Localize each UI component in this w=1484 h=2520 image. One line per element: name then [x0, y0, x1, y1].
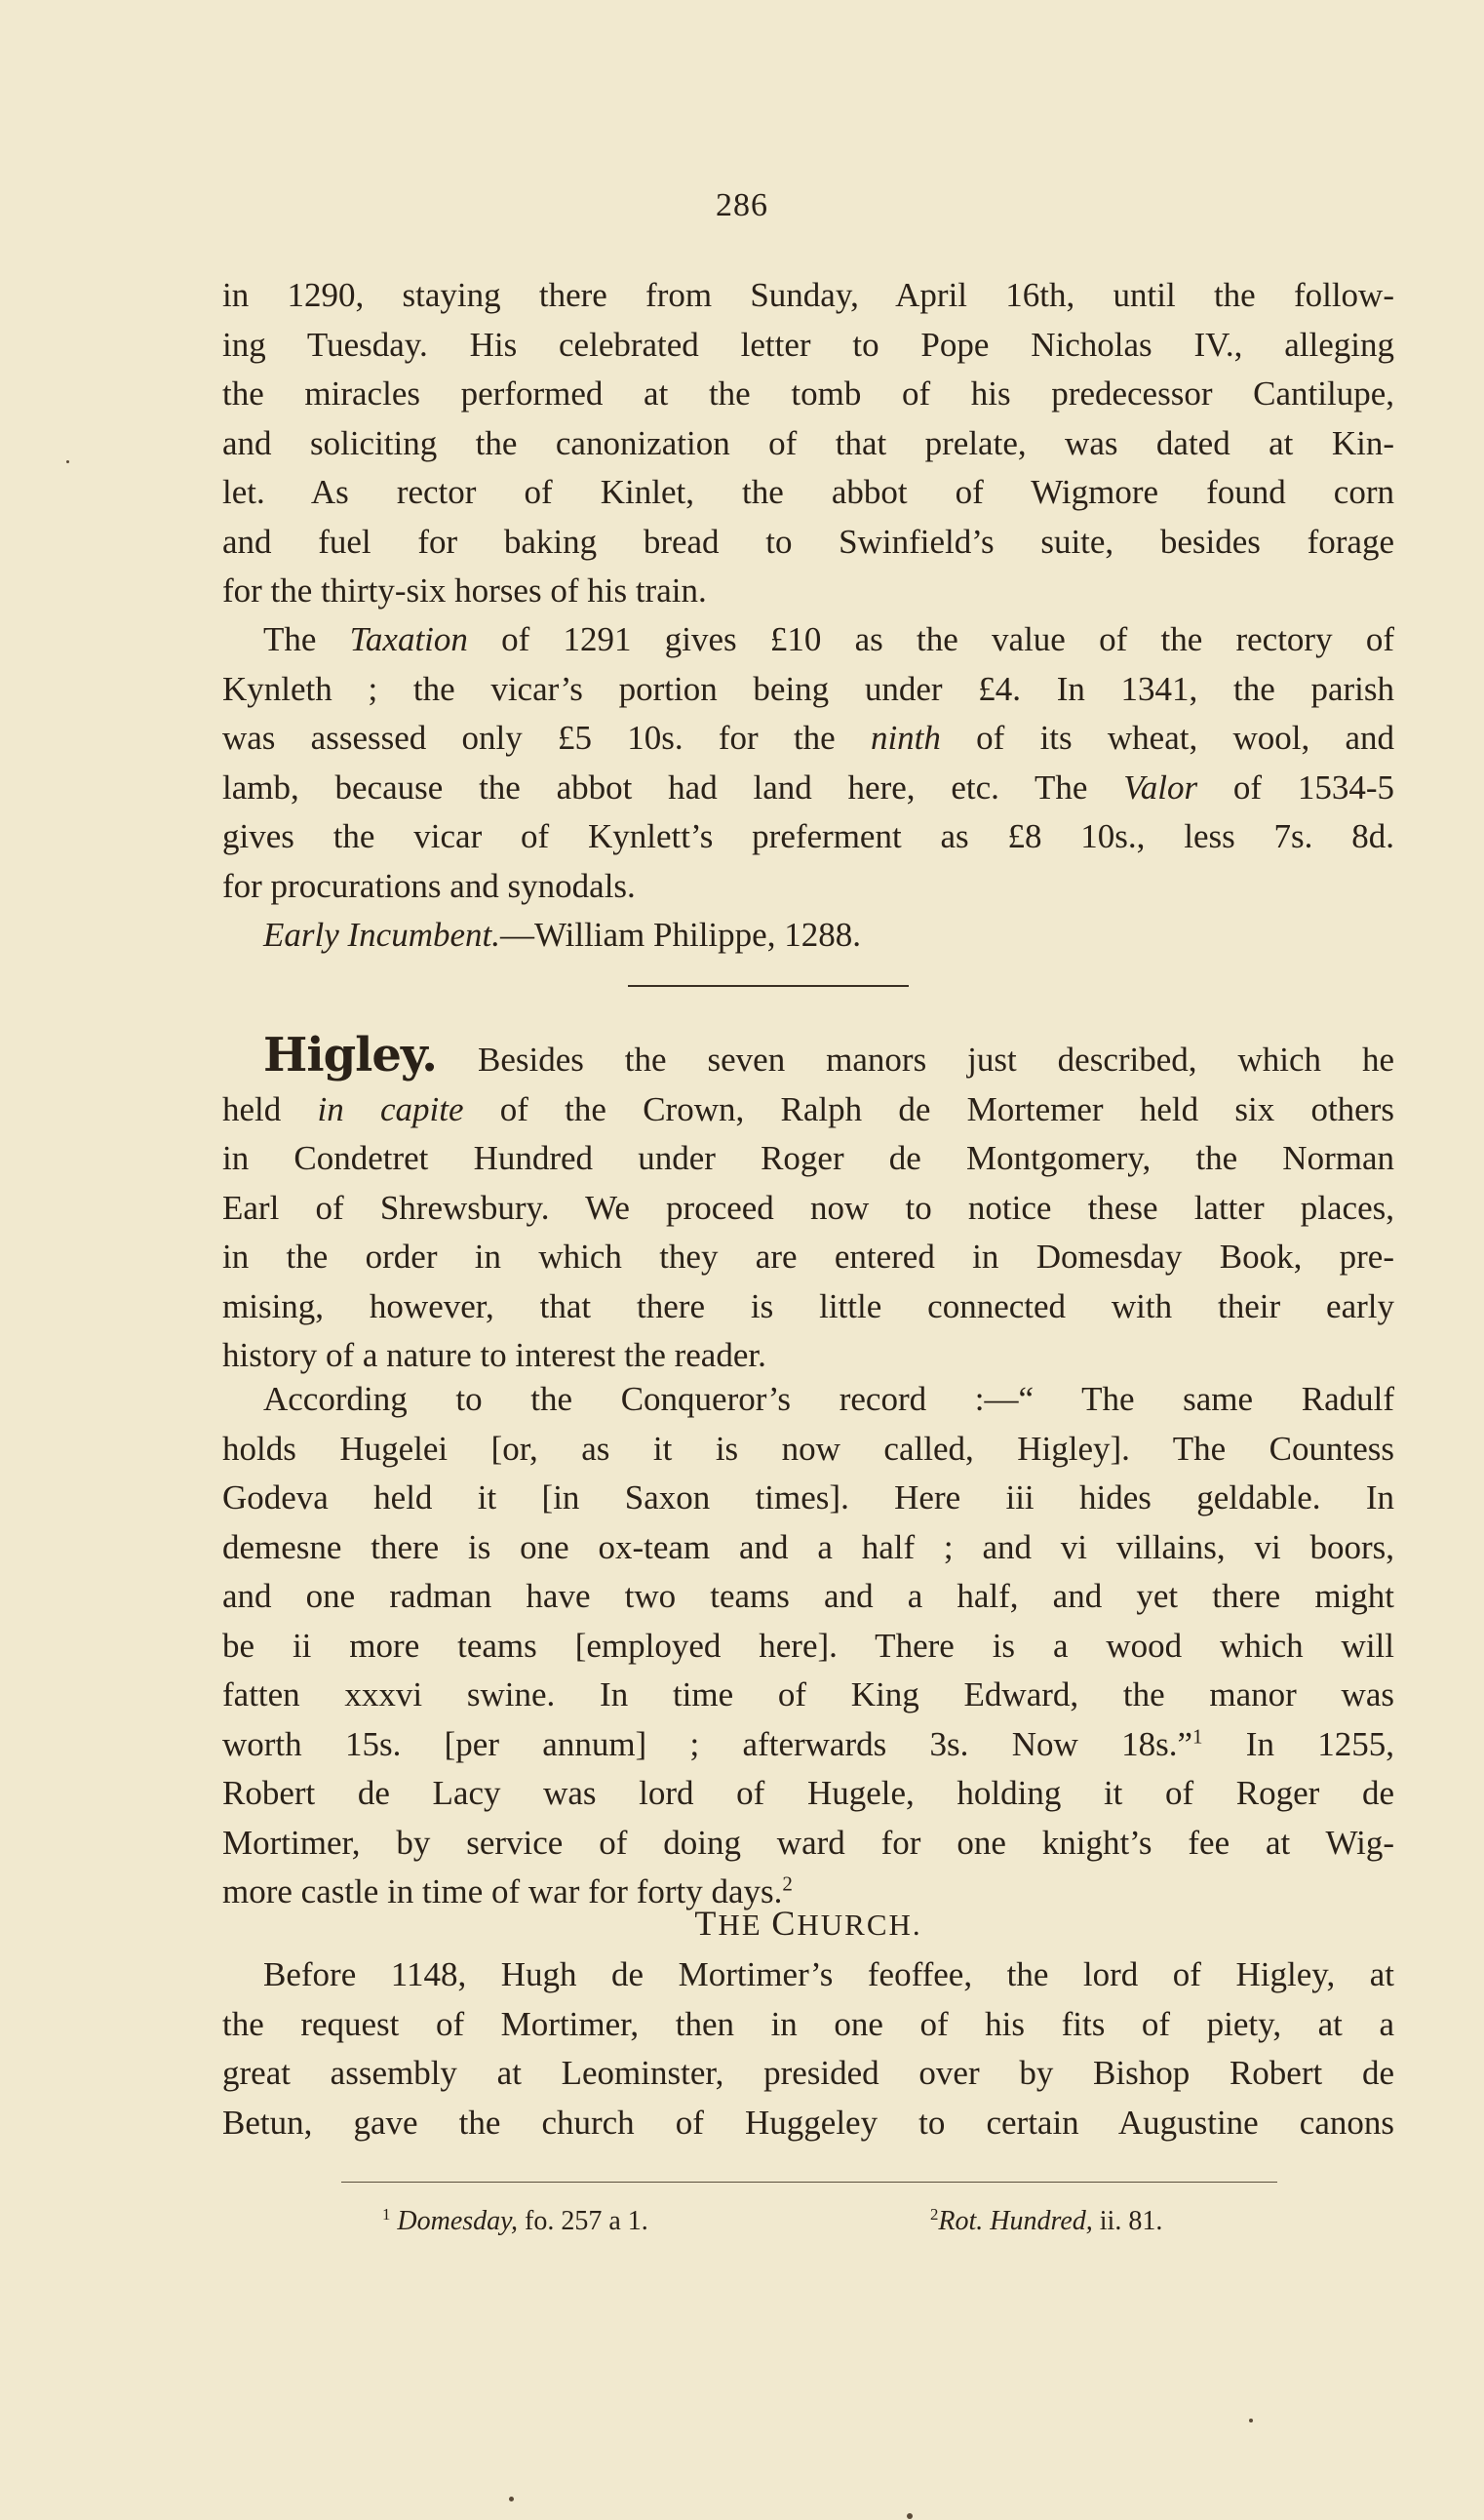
text-line: the request of Mortimer, then in one of his fits of piety, at a [222, 2004, 1394, 2043]
text-line: Before 1148, Hugh de Mortimer’s feoffee, the lord of Higley, at [263, 1955, 1394, 1993]
italic-term: Valor [1123, 768, 1198, 807]
text-line: Early Incumbent.—William Philippe, 1288. [263, 916, 861, 954]
text-line: in the order in which they are entered in Domesday Book, pre- [222, 1238, 1394, 1276]
text-line: was assessed only £5 10s. for the ninth of its wheat, wool, and [222, 719, 1394, 757]
text-line: Robert de Lacy was lord of Hugele, holding it of Roger de [222, 1774, 1394, 1812]
heading-the-church: THE CHURCH. [694, 1904, 922, 1943]
text-line: and fuel for baking bread to Swinfield’s suite, besides forage [222, 522, 1394, 561]
text-line: The Taxation of 1291 gives £10 as the value of the rectory of [263, 620, 1394, 658]
early-incumbent [222, 911, 1394, 961]
italic-term: Taxation [349, 620, 468, 658]
text-line: Godeva held it [in Saxon times]. Here iii hides geldable. In [222, 1478, 1394, 1516]
section-title-higley: Higley. [263, 1028, 438, 1083]
paragraph-kinlet-continuation [222, 271, 1394, 616]
text-line: for the thirty-six horses of his train. [222, 571, 707, 610]
paper-speck [509, 2497, 514, 2501]
text-line: Kynleth ; the vicar’s portion being under £4. In 1341, the parish [222, 669, 1394, 708]
text-line: demesne there is one ox-team and a half ; and vi villains, vi boors, [222, 1527, 1394, 1566]
paper-speck [66, 460, 69, 463]
text-line: Higley. Besides the seven manors just described, which he [263, 1028, 1394, 1083]
footnote-1: $^1$ Domesday, fo. 257 a 1. [382, 2204, 648, 2236]
section-divider [628, 985, 909, 987]
early-incumbent-label: Early Incumbent. [263, 916, 500, 954]
text-line: more castle in time of war for forty days.$^2$ [222, 1871, 793, 1910]
footnote-ref-2: 2 [782, 1871, 793, 1896]
paragraph-higley-intro [222, 1028, 1394, 1381]
text-line: lamb, because the abbot had land here, etc. The Valor of 1534-5 [222, 768, 1395, 807]
page-number: 286 [716, 187, 768, 223]
paragraph-church [222, 1950, 1394, 2147]
italic-term: in capite [317, 1089, 464, 1128]
text-line: worth 15s. [per annum] ; afterwards 3s. Now 18s.”$^1$ In 1255, [222, 1723, 1395, 1763]
paragraph-taxation [222, 615, 1394, 911]
text-line: holds Hugelei [or, as it is now called, Higley]. The Countess [222, 1429, 1394, 1468]
footnote-rule [341, 2182, 1277, 2183]
footnote-ref-1: 1 [1191, 1723, 1203, 1748]
text-line: in 1290, staying there from Sunday, April 16th, until the follow- [222, 276, 1394, 314]
footnote-2: $^2$Rot. Hundred, ii. 81. [930, 2204, 1163, 2236]
text-line: Betun, gave the church of Huggeley to certain Augustine canons [222, 2103, 1394, 2142]
text-line: According to the Conqueror’s record :—“ The same Radulf [263, 1380, 1394, 1418]
text-line: in Condetret Hundred under Roger de Montgomery, the Norman [222, 1139, 1394, 1177]
text-line: held in capite of the Crown, Ralph de Mortemer held six others [222, 1089, 1394, 1128]
text-line: and one radman have two teams and a half, and yet there might [222, 1577, 1394, 1615]
paper-speck [1249, 2419, 1253, 2422]
text-line: Earl of Shrewsbury. We proceed now to notice these latter places, [222, 1188, 1394, 1227]
text-line: fatten xxxvi swine. In time of King Edward, the manor was [222, 1675, 1394, 1713]
text-line: gives the vicar of Kynlett’s preferment as £8 10s., less 7s. 8d. [222, 817, 1394, 855]
text-line: let. As rector of Kinlet, the abbot of Wigmore found corn [222, 473, 1394, 511]
text-line: history of a nature to interest the reader. [222, 1336, 766, 1374]
text-line: be ii more teams [employed here]. There is a wood which will [222, 1626, 1394, 1665]
italic-term: ninth [870, 719, 941, 757]
text-line: Mortimer, by service of doing ward for one knight’s fee at Wig- [222, 1823, 1394, 1862]
paper-speck [907, 2513, 913, 2519]
text-line: ing Tuesday. His celebrated letter to Pope Nicholas IV., alleging [222, 325, 1394, 364]
text-line: and soliciting the canonization of that prelate, was dated at Kin- [222, 423, 1394, 462]
text-line: mising, however, that there is little connected with their early [222, 1286, 1394, 1325]
text-line: great assembly at Leominster, presided over by Bishop Robert de [222, 2054, 1394, 2092]
text-line: for procurations and synodals. [222, 866, 636, 905]
text-line: the miracles performed at the tomb of his predecessor Cantilupe, [222, 374, 1394, 413]
paragraph-domesday [222, 1375, 1394, 1917]
